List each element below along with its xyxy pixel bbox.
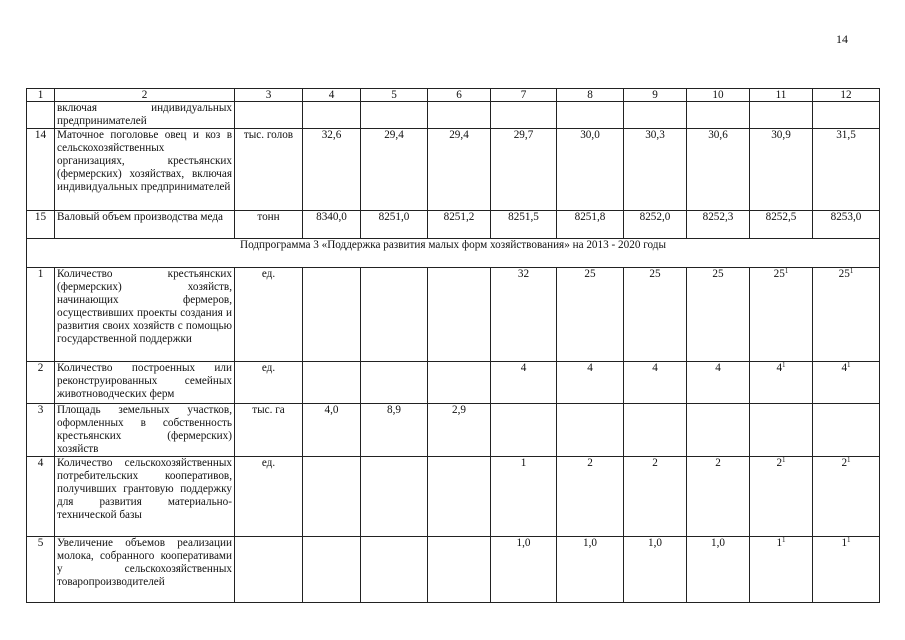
footnote-mark: 1	[847, 361, 851, 369]
value-cell	[624, 211, 687, 239]
value-cell	[750, 537, 813, 603]
value-cell	[428, 268, 491, 362]
value-text: 8252,0	[639, 211, 671, 223]
value-cell	[750, 362, 813, 404]
value-cell	[687, 102, 750, 129]
value-cell	[491, 211, 557, 239]
value-cell	[491, 268, 557, 362]
value-cell	[813, 211, 880, 239]
value-text: 2	[587, 457, 593, 469]
indicator-name: Количество крестьянских (фермерских) хозяйств, начинающих фермеров, осуществивших проекты создания и развития своих хозяйств с помощью государственной поддержки	[55, 268, 235, 362]
value-cell	[750, 211, 813, 239]
value-cell	[813, 537, 880, 603]
value-cell	[428, 102, 491, 129]
header-cell: 12	[813, 89, 880, 102]
value-text: 4	[715, 362, 721, 374]
value-cell	[361, 268, 428, 362]
value-text: 1,0	[516, 537, 531, 549]
value-cell	[687, 129, 750, 211]
value-text: 4	[587, 362, 593, 374]
value-text: 8,9	[387, 404, 401, 416]
value-cell	[491, 362, 557, 404]
value-cell	[428, 129, 491, 211]
value-text: 8251,0	[378, 211, 410, 223]
row-number: 5	[27, 537, 55, 603]
value-cell	[813, 129, 880, 211]
value-text: 8340,0	[316, 211, 347, 223]
unit-cell	[235, 102, 303, 129]
value-cell	[557, 457, 624, 537]
value-cell	[361, 457, 428, 537]
table-row	[27, 457, 880, 537]
value-text: 8251,2	[443, 211, 475, 223]
value-text: 2	[715, 457, 721, 469]
header-row	[27, 89, 880, 102]
value-cell	[303, 362, 361, 404]
value-text: 2	[652, 457, 658, 469]
table-row	[27, 404, 880, 457]
value-cell	[557, 129, 624, 211]
row-number: 1	[27, 268, 55, 362]
table-row	[27, 102, 880, 129]
value-text: 30,6	[708, 129, 728, 141]
value-text: 25	[584, 268, 596, 280]
value-cell	[557, 268, 624, 362]
header-cell: 4	[303, 89, 361, 102]
value-cell	[687, 211, 750, 239]
value-cell	[303, 102, 361, 129]
indicator-name: Количество сельскохозяйственных потребительских кооперативов, получивших грантовую поддержку для развития материально-технической базы	[55, 457, 235, 537]
header-cell: 9	[624, 89, 687, 102]
value-cell	[557, 362, 624, 404]
value-cell	[491, 102, 557, 129]
value-cell	[428, 362, 491, 404]
value-cell	[624, 362, 687, 404]
value-cell	[624, 102, 687, 129]
value-text: 1,0	[583, 537, 597, 549]
footnote-mark: 1	[849, 267, 854, 275]
value-text: 4	[652, 362, 658, 374]
indicator-name: Увеличение объемов реализации молока, собранного кооперативами у сельскохозяйственных товаропроизводителей	[55, 537, 235, 603]
value-cell	[361, 102, 428, 129]
value-text: 32,6	[321, 129, 342, 141]
value-cell	[557, 537, 624, 603]
value-text: 4	[776, 362, 783, 374]
value-cell	[750, 268, 813, 362]
table-row	[27, 129, 880, 211]
page-number: 14	[836, 32, 848, 46]
header-cell: 1	[27, 89, 55, 102]
indicator-name: Количество построенных или реконструированных семейных животноводческих ферм	[55, 362, 235, 404]
footnote-mark: 1	[847, 456, 851, 464]
value-cell	[428, 457, 491, 537]
header-cell: 2	[55, 89, 235, 102]
value-cell	[687, 362, 750, 404]
unit-cell: тыс. голов	[235, 129, 303, 211]
value-cell	[491, 457, 557, 537]
value-cell	[303, 457, 361, 537]
value-cell	[303, 268, 361, 362]
table-row	[27, 268, 880, 362]
table-row	[27, 211, 880, 239]
row-number: 2	[27, 362, 55, 404]
value-text: 2,9	[452, 404, 466, 416]
section-row	[27, 239, 880, 268]
value-cell	[361, 537, 428, 603]
value-text: 29,4	[384, 129, 404, 141]
indicators-table	[26, 88, 880, 603]
value-text: 2	[776, 457, 783, 469]
value-text: 8251,8	[574, 211, 606, 223]
unit-cell: ед.	[235, 457, 303, 537]
header-cell: 5	[361, 89, 428, 102]
value-cell	[687, 457, 750, 537]
indicator-name: Валовый объем производства меда	[55, 211, 235, 239]
footnote-mark: 1	[782, 536, 786, 544]
row-number: 14	[27, 129, 55, 211]
value-text: 25	[838, 268, 850, 280]
value-cell	[813, 102, 880, 129]
row-number: 4	[27, 457, 55, 537]
unit-cell: тыс. га	[235, 404, 303, 457]
value-cell	[687, 404, 750, 457]
value-text: 1	[841, 537, 848, 549]
value-cell	[428, 404, 491, 457]
header-cell: 11	[750, 89, 813, 102]
value-cell	[557, 102, 624, 129]
value-cell	[491, 404, 557, 457]
value-text: 32	[517, 268, 530, 280]
header-cell: 3	[235, 89, 303, 102]
value-text: 1,0	[648, 537, 662, 549]
value-text: 25	[712, 268, 724, 280]
value-cell	[303, 404, 361, 457]
indicator-name: включая индивидуальных предпринимателей	[55, 102, 235, 129]
value-cell	[624, 457, 687, 537]
section-title: Подпрограмма 3 «Поддержка развития малых форм хозяйствования» на 2013 - 2020 годы	[27, 239, 880, 268]
value-cell	[813, 362, 880, 404]
table-row	[27, 537, 880, 603]
unit-cell: ед.	[235, 362, 303, 404]
unit-cell: тонн	[235, 211, 303, 239]
footnote-mark: 1	[782, 361, 786, 369]
value-text: 4,0	[324, 404, 339, 416]
value-cell	[361, 404, 428, 457]
value-text: 8253,0	[830, 211, 862, 223]
value-text: 29,7	[513, 129, 534, 141]
indicator-name: Площадь земельных участков, оформленных в собственность крестьянских (фермерских) хозяйств	[55, 404, 235, 457]
value-cell	[624, 129, 687, 211]
value-cell	[750, 457, 813, 537]
value-text: 30,3	[645, 129, 665, 141]
indicator-name: Маточное поголовье овец и коз в сельскохозяйственных организациях, крестьянских (фермерских) хозяйствах, включая индивидуальных предпринимателей	[55, 129, 235, 211]
header-cell: 7	[491, 89, 557, 102]
value-cell	[428, 537, 491, 603]
value-cell	[303, 537, 361, 603]
value-text: 4	[520, 362, 527, 374]
value-cell	[687, 537, 750, 603]
value-text: 29,4	[449, 129, 469, 141]
table-body	[27, 89, 880, 603]
value-cell	[361, 362, 428, 404]
value-cell	[813, 268, 880, 362]
value-text: 8252,3	[702, 211, 734, 223]
value-text: 31,5	[836, 129, 856, 141]
value-cell	[557, 211, 624, 239]
footnote-mark: 1	[782, 456, 786, 464]
value-text: 25	[649, 268, 661, 280]
value-text: 4	[841, 362, 848, 374]
value-cell	[557, 404, 624, 457]
value-text: 8252,5	[765, 211, 797, 223]
row-number: 15	[27, 211, 55, 239]
header-cell: 10	[687, 89, 750, 102]
footnote-mark: 1	[784, 267, 789, 275]
value-cell	[491, 129, 557, 211]
value-cell	[750, 404, 813, 457]
footnote-mark: 1	[847, 536, 851, 544]
value-cell	[491, 537, 557, 603]
header-cell: 6	[428, 89, 491, 102]
value-cell	[687, 268, 750, 362]
value-cell	[813, 457, 880, 537]
value-cell	[624, 268, 687, 362]
row-number	[27, 102, 55, 129]
value-text: 1	[776, 537, 783, 549]
row-number: 3	[27, 404, 55, 457]
value-cell	[813, 404, 880, 457]
value-cell	[303, 129, 361, 211]
value-text: 30,9	[771, 129, 791, 141]
value-cell	[750, 102, 813, 129]
value-text: 1	[520, 457, 527, 469]
unit-cell	[235, 537, 303, 603]
header-cell: 8	[557, 89, 624, 102]
value-cell	[303, 211, 361, 239]
value-cell	[624, 537, 687, 603]
value-cell	[361, 211, 428, 239]
unit-cell: ед.	[235, 268, 303, 362]
value-text: 2	[841, 457, 848, 469]
value-cell	[624, 404, 687, 457]
table-row	[27, 362, 880, 404]
value-cell	[750, 129, 813, 211]
value-text: 30,0	[580, 129, 600, 141]
value-text: 1,0	[711, 537, 725, 549]
value-cell	[428, 211, 491, 239]
value-text: 8251,5	[508, 211, 539, 223]
value-text: 25	[773, 268, 785, 280]
value-cell	[361, 129, 428, 211]
